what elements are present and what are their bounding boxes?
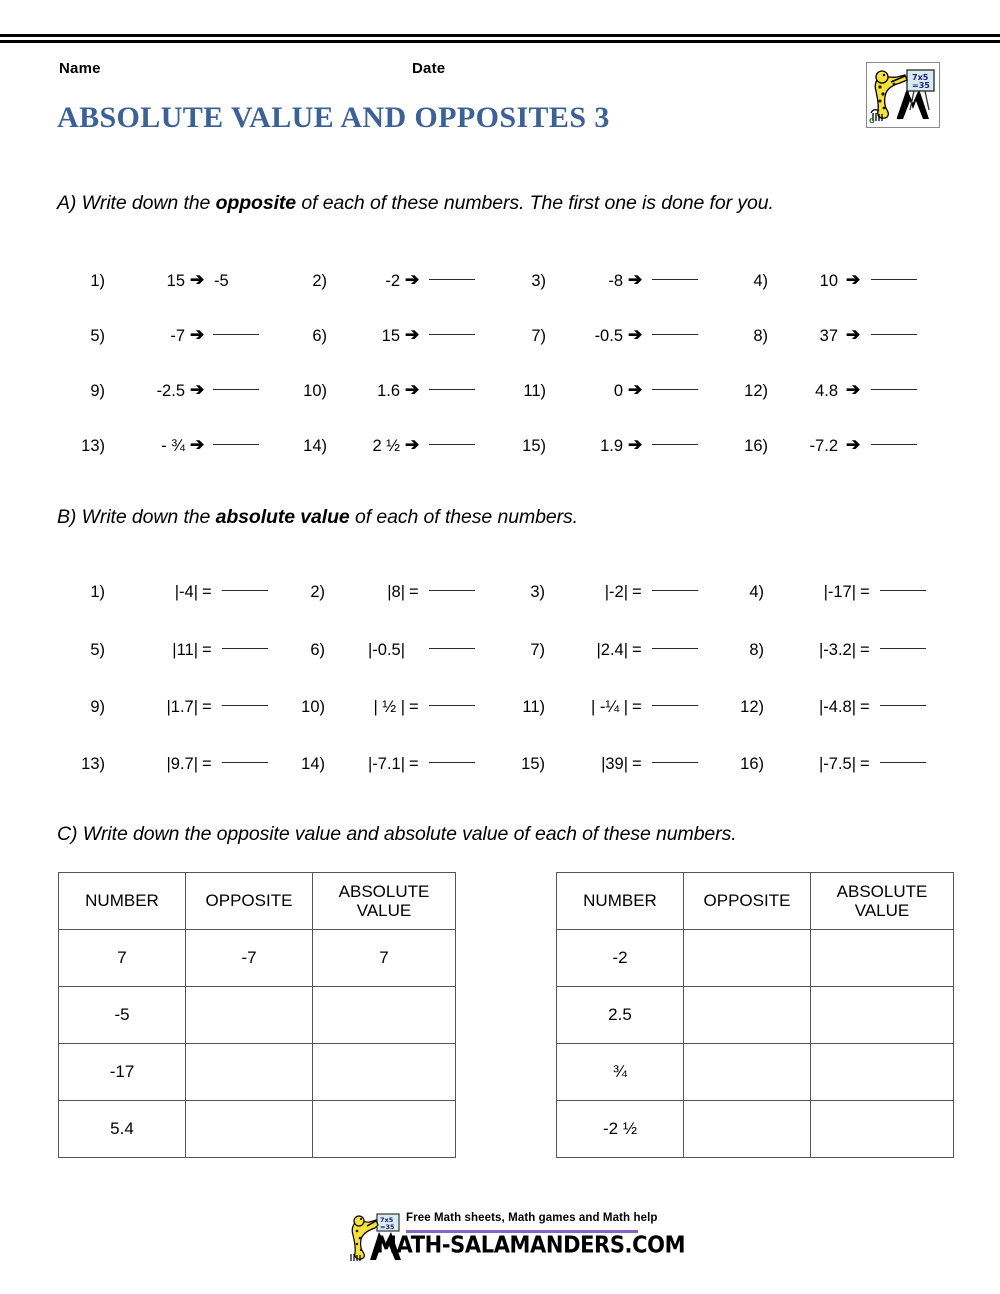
section-b-problem-row — [0, 576, 1000, 608]
svg-text:G: G — [869, 117, 875, 125]
problem-expression: -2.5 — [156, 382, 185, 400]
answer-blank[interactable] — [429, 704, 475, 706]
cell-absolute-value[interactable] — [811, 987, 954, 1044]
equals-sign: = — [860, 641, 870, 659]
equals-sign: = — [202, 698, 212, 716]
equals-sign: = — [202, 583, 212, 601]
section-a-problem-row — [0, 265, 1000, 297]
answer-blank[interactable] — [213, 443, 259, 445]
absolute-value-expression: |-4.8| — [818, 698, 856, 716]
cell-number: -2 — [557, 930, 684, 987]
answer-blank[interactable] — [652, 333, 698, 335]
cell-absolute-value[interactable] — [313, 987, 456, 1044]
answer-blank[interactable] — [880, 761, 926, 763]
equals-sign: = — [632, 755, 642, 773]
problem-number: 13) — [81, 755, 105, 773]
top-divider-rule — [0, 34, 1000, 43]
problem-number: 5) — [90, 641, 105, 659]
date-label: Date — [412, 60, 446, 77]
cell-number: -17 — [59, 1044, 186, 1101]
problem-number: 14) — [303, 437, 327, 455]
table-row — [59, 1044, 456, 1101]
problem-number: 9) — [90, 698, 105, 716]
problem-expression: 2 ½ — [372, 437, 400, 455]
absolute-value-expression: |-2| — [604, 583, 628, 601]
cell-number: 2.5 — [557, 987, 684, 1044]
answer-blank[interactable] — [871, 443, 917, 445]
cell-absolute-value[interactable] — [811, 1044, 954, 1101]
problem-number: 7) — [531, 327, 546, 345]
footer-tagline: Free Math sheets, Math games and Math help — [406, 1212, 658, 1224]
answer-blank[interactable] — [222, 761, 268, 763]
cell-opposite[interactable] — [684, 1044, 811, 1101]
column-header-line: ABSOLUTE — [338, 881, 430, 901]
problem-expression: 10 — [819, 272, 838, 290]
answer-blank[interactable] — [652, 589, 698, 591]
absolute-value-expression: |39| — [601, 755, 628, 773]
answer-blank[interactable] — [222, 647, 268, 649]
table-header-row — [59, 873, 456, 930]
answer-blank[interactable] — [871, 388, 917, 390]
section-c-table-right — [556, 872, 954, 1158]
cell-number: -2 ½ — [557, 1101, 684, 1158]
answer-blank[interactable] — [429, 647, 475, 649]
section-a-heading — [57, 192, 774, 215]
equals-sign: = — [409, 755, 419, 773]
answer-blank[interactable] — [652, 704, 698, 706]
problem-number: 10) — [303, 382, 327, 400]
cell-number: ¾ — [557, 1044, 684, 1101]
absolute-value-expression: |11| — [172, 641, 198, 659]
absolute-value-expression: |9.7| — [166, 755, 198, 773]
answer-blank[interactable] — [871, 333, 917, 335]
problem-number: 7) — [530, 641, 545, 659]
problem-number: 2) — [312, 272, 327, 290]
answer-value: -5 — [214, 272, 229, 290]
cell-number: 7 — [59, 930, 186, 987]
equals-sign: = — [632, 698, 642, 716]
cell-opposite[interactable] — [684, 987, 811, 1044]
name-label: Name — [59, 60, 101, 77]
answer-blank[interactable] — [429, 761, 475, 763]
arrow-icon: ➔ — [628, 435, 643, 454]
equals-sign: = — [632, 641, 642, 659]
section-c-table-left — [58, 872, 456, 1158]
column-header-opposite — [186, 873, 313, 930]
problem-number: 12) — [744, 382, 768, 400]
column-header-number — [557, 873, 684, 930]
section-b-problem-row — [0, 691, 1000, 723]
equals-sign: = — [202, 641, 212, 659]
column-header-line: ABSOLUTE — [836, 881, 928, 901]
cell-opposite[interactable] — [186, 1044, 313, 1101]
section-b-problem-row — [0, 748, 1000, 780]
arrow-icon: ➔ — [405, 435, 420, 454]
absolute-value-expression: |8| — [387, 583, 405, 601]
svg-text:=35: =35 — [380, 1223, 395, 1231]
absolute-value-expression: |2.4| — [596, 641, 628, 659]
cell-opposite[interactable] — [684, 930, 811, 987]
arrow-icon: ➔ — [190, 435, 205, 454]
absolute-value-expression: |-4| — [174, 583, 198, 601]
arrow-icon: ➔ — [846, 270, 861, 289]
column-header-opposite — [684, 873, 811, 930]
problem-number: 8) — [753, 327, 768, 345]
absolute-value-expression: | -¼ | — [591, 698, 628, 716]
equals-sign: = — [860, 698, 870, 716]
section-a-heading-suffix: of each of these numbers. The first one is done for you. — [296, 192, 774, 214]
arrow-icon: ➔ — [846, 435, 861, 454]
problem-number: 3) — [530, 583, 545, 601]
table-header-row — [557, 873, 954, 930]
answer-blank[interactable] — [213, 388, 259, 390]
problem-number: 3) — [531, 272, 546, 290]
arrow-icon: ➔ — [190, 270, 205, 289]
absolute-value-expression: | ½ | — [373, 698, 405, 716]
svg-text:7x5: 7x5 — [380, 1216, 394, 1224]
problem-expression: 37 — [819, 327, 838, 345]
answer-blank[interactable] — [652, 443, 698, 445]
problem-number: 10) — [301, 698, 325, 716]
problem-expression: 1.6 — [377, 382, 400, 400]
table-row — [59, 1101, 456, 1158]
footer-domain-link[interactable]: MATH-SALAMANDERS.COM — [376, 1232, 686, 1258]
answer-blank[interactable] — [652, 278, 698, 280]
problem-expression: -0.5 — [594, 327, 623, 345]
arrow-icon: ➔ — [846, 325, 861, 344]
answer-blank[interactable] — [880, 647, 926, 649]
column-header-line: VALUE — [854, 901, 910, 920]
worksheet-header — [0, 52, 1000, 152]
answer-blank[interactable] — [871, 278, 917, 280]
arrow-icon: ➔ — [405, 270, 420, 289]
table-row — [557, 987, 954, 1044]
column-header-line: VALUE — [356, 901, 412, 920]
problem-number: 16) — [740, 755, 764, 773]
table-row — [557, 1044, 954, 1101]
answer-blank[interactable] — [429, 278, 475, 280]
section-a-heading-bold: opposite — [215, 192, 297, 214]
problem-expression: 4.8 — [815, 382, 838, 400]
absolute-value-expression: |-3.2| — [818, 641, 856, 659]
arrow-icon: ➔ — [405, 380, 420, 399]
problem-expression: -7 — [170, 327, 185, 345]
column-header-line: OPPOSITE — [205, 891, 293, 911]
cell-absolute-value[interactable] — [313, 1044, 456, 1101]
problem-number: 9) — [90, 382, 105, 400]
problem-number: 15) — [522, 437, 546, 455]
section-a-problem-row — [0, 320, 1000, 352]
problem-number: 1) — [90, 583, 105, 601]
answer-blank[interactable] — [429, 443, 475, 445]
equals-sign: = — [860, 583, 870, 601]
site-footer — [346, 1208, 686, 1270]
problem-expression: - ¾ — [161, 437, 185, 455]
arrow-icon: ➔ — [190, 325, 205, 344]
answer-blank[interactable] — [222, 704, 268, 706]
problem-number: 6) — [310, 641, 325, 659]
cell-absolute-value[interactable] — [811, 1101, 954, 1158]
svg-text:7x5: 7x5 — [912, 73, 929, 82]
problem-number: 4) — [749, 583, 764, 601]
equals-sign: = — [202, 755, 212, 773]
answer-blank[interactable] — [652, 388, 698, 390]
column-header-line: OPPOSITE — [703, 891, 791, 911]
problem-expression: -2 — [385, 272, 400, 290]
arrow-icon: ➔ — [405, 325, 420, 344]
equals-sign: = — [409, 698, 419, 716]
math-salamanders-logo-icon — [866, 62, 940, 128]
problem-expression: -8 — [608, 272, 623, 290]
svg-text:=35: =35 — [912, 81, 930, 90]
section-b-heading-suffix: of each of these numbers. — [349, 506, 578, 528]
arrow-icon: ➔ — [846, 380, 861, 399]
column-header-absolute-value — [811, 873, 954, 930]
problem-number: 14) — [301, 755, 325, 773]
absolute-value-expression: |-0.5| — [367, 641, 405, 659]
cell-opposite[interactable] — [186, 987, 313, 1044]
absolute-value-expression: |-17| — [823, 583, 856, 601]
section-b-heading — [57, 506, 578, 529]
arrow-icon: ➔ — [628, 270, 643, 289]
cell-opposite[interactable] — [684, 1101, 811, 1158]
section-a-heading-prefix: A) Write down the — [57, 192, 216, 214]
problem-number: 5) — [90, 327, 105, 345]
answer-blank[interactable] — [429, 388, 475, 390]
answer-blank[interactable] — [880, 589, 926, 591]
cell-absolute-value[interactable] — [313, 1101, 456, 1158]
problem-number: 2) — [310, 583, 325, 601]
section-a-problem-row — [0, 375, 1000, 407]
equals-sign: = — [860, 755, 870, 773]
cell-number: -5 — [59, 987, 186, 1044]
absolute-value-expression: |-7.1| — [367, 755, 405, 773]
problem-number: 13) — [81, 437, 105, 455]
section-b-heading-bold: absolute value — [215, 506, 350, 528]
problem-expression: 15 — [381, 327, 400, 345]
cell-opposite[interactable] — [186, 1101, 313, 1158]
answer-blank[interactable] — [213, 333, 259, 335]
problem-number: 15) — [521, 755, 545, 773]
problem-expression: -7.2 — [809, 437, 838, 455]
cell-opposite[interactable]: -7 — [186, 930, 313, 987]
page-title: ABSOLUTE VALUE AND OPPOSITES 3 — [57, 101, 610, 134]
problem-expression: 15 — [166, 272, 185, 290]
section-c-heading: C) Write down the opposite value and absolute value of each of these numbers. — [57, 823, 737, 845]
section-b-problem-row — [0, 634, 1000, 666]
problem-number: 6) — [312, 327, 327, 345]
section-a-problem-row — [0, 430, 1000, 462]
equals-sign: = — [409, 583, 419, 601]
problem-number: 12) — [740, 698, 764, 716]
answer-blank[interactable] — [652, 761, 698, 763]
table-row — [59, 987, 456, 1044]
answer-blank[interactable] — [222, 589, 268, 591]
problem-number: 11) — [523, 382, 546, 400]
answer-blank[interactable] — [652, 647, 698, 649]
arrow-icon: ➔ — [628, 325, 643, 344]
section-b-heading-prefix: B) Write down the — [57, 506, 216, 528]
cell-number: 5.4 — [59, 1101, 186, 1158]
absolute-value-expression: |1.7| — [166, 698, 198, 716]
problem-number: 11) — [522, 698, 545, 716]
arrow-icon: ➔ — [190, 380, 205, 399]
cell-absolute-value[interactable] — [811, 930, 954, 987]
table-row — [59, 930, 456, 987]
problem-number: 8) — [749, 641, 764, 659]
table-row — [557, 1101, 954, 1158]
problem-number: 4) — [753, 272, 768, 290]
equals-sign: = — [632, 583, 642, 601]
problem-number: 1) — [90, 272, 105, 290]
answer-blank[interactable] — [429, 333, 475, 335]
problem-expression: 0 — [613, 382, 623, 400]
absolute-value-expression: |-7.5| — [818, 755, 856, 773]
column-header-number — [59, 873, 186, 930]
column-header-line: NUMBER — [583, 891, 657, 911]
answer-blank[interactable] — [880, 704, 926, 706]
cell-absolute-value[interactable]: 7 — [313, 930, 456, 987]
column-header-absolute-value — [313, 873, 456, 930]
arrow-icon: ➔ — [628, 380, 643, 399]
answer-blank[interactable] — [429, 589, 475, 591]
problem-expression: 1.9 — [600, 437, 623, 455]
column-header-line: NUMBER — [85, 891, 159, 911]
table-row — [557, 930, 954, 987]
problem-number: 16) — [744, 437, 768, 455]
